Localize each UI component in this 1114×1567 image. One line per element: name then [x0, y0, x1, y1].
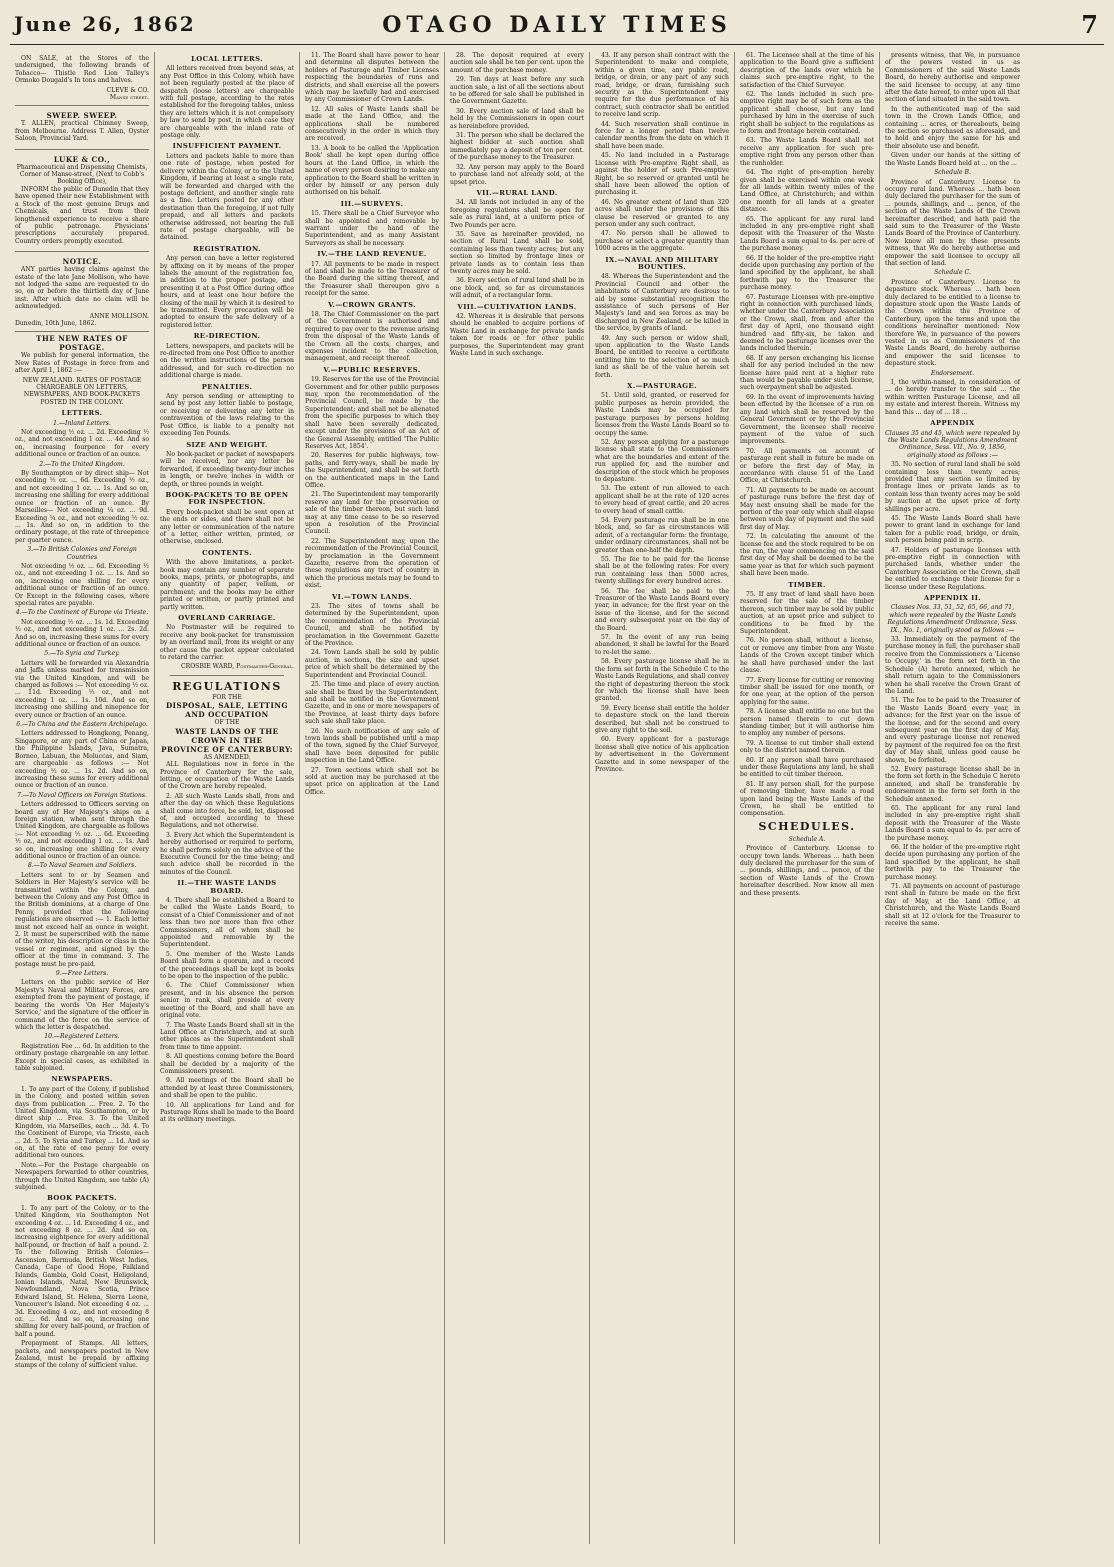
columns: [10, 52, 1104, 1544]
column-1: [10, 52, 155, 1544]
postmaster-signature: CROSBIE WARD, Postmaster-General.: [180, 663, 294, 671]
column-4: 28. The deposit required at every auction sale shall be ten per cent. upon the amount of the purchase money. 29. Ten days at least before any such auction sale, a list of all the sections about to be offered for sale shall be published in the Government Gazette. 30. Every auction sale of land shall be held by the Commissioners in open court as hereinbefore provided. 31. The person who shall be declared the highest bidder at such auction shall immediately pay a deposit of ten per cent. of the purchase money to the Treasurer. 32. Any person may apply to the Board to purchase land not already sold, at the upset price. VII.—RURAL LAND. 34. All lands not included in any of the foregoing regulations shall be open for sale as rural land, at a uniform price of Two Pounds per acre. 35. Save as hereinafter provided, no section of Rural Land shall be sold, containing less than twenty acres; but any section so limited by frontage lines or private lands as to contain less than twenty acres may be sold. 36. Every section of rural land shall be in one block, and, so far as circumstances will admit, of a rectangular form. VIII.—CULTIVATION LANDS. 42. Whereas it is desirable that persons should be enabled to acquire portions of Waste Land in exchange for private lands taken for roads or for other public purposes, the Superintendent may grant Waste Land in such exchange.: [445, 52, 590, 1544]
page-number: 7: [1081, 10, 1098, 39]
issue-date: June 26, 1862: [14, 12, 196, 36]
column-6: 61. The Licensee shall at the time of his application to the Board give a sufficient description of the lands over which he claims such pre-emptive right, to the satisfaction of the Chief Surveyor. 62. The lands included in such pre-emptive right may be of such form as the applicant shall choose, but any land purchased by him in the exercise of such right shall be subject to the regulations as to form and frontage herein contained. 63. The Waste Lands Board shall not receive any application for such pre-emptive right from any person other than the runholder. 64. The right of pre-emption hereby given shall be exercised within one week for all lands within twenty miles of the Land Office, at Christchurch; and within one month for all lands at a greater distance. 65. The applicant for any rural land included in any pre-emptive right shall deposit with the Treasurer of the Waste Lands Board a sum equal to 4s. per acre of the purchase money. 66. If the holder of the pre-emptive right decide upon purchasing any portion of the land specified by the applicant, he shall forthwith pay to the Treasurer the purchase money. 67. Pasturage Licenses with pre-emptive right in connection with purchased lands, whether under the Canterbury Association or the Crown, shall, from and after the first day of April, one thousand eight hundred and fifty-six, be taken and deemed to be pasturage licenses over the lands included therein. 68. If any person exchanging his license shall for any period included in the new license have paid rent at a higher rate than would be payable under such license, such overpayment shall be adjusted. 69. In the event of improvements having been effected by the licensee of a run on any land which shall be reserved by the General Government or by the Provincial Government, the licensee shall receive payment of the value of such improvements. 70. All payments on account of pasturage rent shall in future be made on or before the first day of May, in accordance with clause 51 of the Land Office, at Christchurch. 71. All payments to be made on account of pasturage runs before the first day of May next ensuing shall be made for the portion of the year only which shall elapse between such day of payment and the said first day of May. 72. In calculating the amount of the license fee and the stock required to be on the run, the year commencing on the said first day of May shall be deemed to be the same year as that for which such payment shall have been made. TIMBER. 75. If any tract of land shall have been reserved for the sale of the timber thereon, such timber may be sold by public auction, at an upset price and subject to conditions to be fixed by the Superintendent. 76. No person shall, without a license, cut or remove any timber from any Waste Lands of the Crown except timber which he shall have purchased under the last clause. 77. Every license for cutting or removing timber shall be issued for one month, or for one year, at the option of the person applying for the same. 78. A license shall entitle no one but the person named therein to cut down standing timber, but it will authorise him to employ any number of persons. 79. A license to cut timber shall extend only to the district named therein. 80. If any person shall have purchased under these Regulations any land, he shall be entitled to cut timber thereon. 81. If any person shall, for the purpose of removing timber, have made a road upon land being the Waste Lands of the Crown, he shall be entitled to compensation. SCHEDULES. Schedule A. Province of Canterbury. License to occupy town lands. Whereas ... hath been duly declared the purchaser for the sum of ... pounds, shillings, and ... pence, of the section of Waste Lands of the Crown hereinafter described. Now know all men and these presents.: [735, 52, 880, 1544]
column-2: LOCAL LETTERS. All letters received from beyond seas, at any Post Office in this Colony, which have not been regularly posted at the place of despatch (loose letters) are chargeable with full postage, according to the rates established for the foregoing tables, unless they are letters which it is not compulsory by law to send by post, in which case they are chargeable with the inland rate of postage only. INSUFFICIENT PAYMENT. Letters and packets liable to more than one rate of postage, when posted for delivery within the Colony, or to the United Kingdom, if bearing at least a single rate, will be forwarded and charged with the postage deficient, and another single rate as a fine. Letters posted for any other destination than the foregoing, if not fully prepaid, and all letters and packets otherwise addressed, not bearing the full rate of postage chargeable, will be detained. REGISTRATION. Any person can have a letter registered by affixing on it by means of the proper labels the amount of the registration fee, in addition to the proper postage, and presenting it at a Post Office during office hours, and at least one hour before the closing of the mail by which it is desired to be transmitted. Every precaution will be adopted to ensure the safe delivery of a registered letter. RE-DIRECTION. Letters, newspapers, and packets will be re-directed from one Post Office to another on the written instructions of the person addressed, and for such re-direction no additional charge is made. PENALTIES. Any person sending or attempting to send by post any letter liable to postage, or receiving or delivering any letter in contravention of the laws relating to the Post Office, is liable to a penalty not exceeding Ten Pounds. SIZE AND WEIGHT. No book-packet or packet of newspapers will be received, nor any letter be forwarded, if exceeding twenty-four inches in length, or twelve inches in width or depth, or three pounds in weight. BOOK-PACKETS TO BE OPEN FOR INSPECTION. Every book-packet shall be sent open at the ends or sides, and there shall not be any letter or communication of the nature of a letter, either written, printed, or otherwise, enclosed. CONTENTS. With the above limitations, a packet-book may contain any number of separate books, maps, prints, or photographs, and any quantity of paper, vellum, or parchment; and the books may be either printed or written, or partly printed and partly written. OVERLAND CARRIAGE. No Postmaster will be required to receive any book-packet for transmission by an overland mail, from its weight or any other cause the packet appear calculated to retard the carrier. CROSBIE WARD, Postmaster-General. REGULATIONS FOR THE DISPOSAL, SALE, LETTING AND OCCUPATION OF THE WASTE LANDS OF THE CROWN IN THE PROVINCE OF CANTERBURY: AS AMENDED. ALL Regulations now in force in the Province of Canterbury for the sale, letting, or occupation of the Waste Lands of the Crown are hereby repealed. 2. All such Waste Lands shall, from and after the day on which these Regulations shall come into force, be sold, let, disposed of, and occupied according to these Regulations, and not otherwise. 3. Every Act which the Superintendent is hereby authorised or required to perform, he shall perform solely on the advice of the Executive Council for the time being; and such advice shall be recorded in the minutes of the Council. II.—THE WASTE LANDS BOARD. 4. There shall be established a Board to be called the Waste Lands Board, to consist of a Chief Commissioner and of not less than two nor more than five other Commissioners, all of whom shall be appointed and removable by the Superintendent. 5. One member of the Waste Lands Board shall form a quorum, and a record of the proceedings shall be kept in books to be open to the inspection of the public. 6. The Chief Commissioner when present, and in his absence the person senior in rank, shall preside at every meeting of the Board, and shall have an original vote. 7. The Waste Lands Board shall sit in the Land Office at Christchurch, and at such other places as the Superintendent shall from time to time appoint. 8. All questions coming before the Board shall be decided by a majority of the Commissioners present. 9. All meetings of the Board shall be attended by at least three Commissioners, and shall be open to the public. 10. All applications for Land and for Pasturage Runs shall be made to the Board at its ordinary meetings.: [155, 52, 300, 1544]
newspaper-page: [10, 10, 1104, 1547]
column-7: presents witness, that We, in pursuance of the powers vested in us as Commissioners of the said Waste Lands Board, do hereby authorise and empower the said licensee to occupy, at any time after the date hereof, to enter upon all that section of land situated in the said town. In the authenticated map of the said town in the Crown Lands Office, and containing ... acres, or thereabouts, being the section so purchased as aforesaid, and to hold and enjoy the same for his and their absolute use and benefit. Given under our hands at the sitting of the Waste Lands Board held at ... on the ... Schedule B. Province of Canterbury. License to occupy rural land. Whereas ... hath been duly declared the purchaser for the sum of ... pounds, shillings, and ... pence, of the section of the Waste Lands of the Crown hereinafter described, and hath paid the said sum to the Treasurer of the Waste Lands Board of the Province of Canterbury. Now know all men by these presents witness, that We do hereby authorise and empower the said licensee to occupy all that section of land. Schedule C. Province of Canterbury. License to depasture stock. Whereas ... hath been duly declared to be entitled to a license to depasture stock upon the Waste Lands of the Crown within the Province of Canterbury, upon the terms and upon the conditions hereinafter mentioned: Now therefore We, in pursuance of the powers vested in us as Commissioners of the Waste Lands Board, do hereby authorise and empower the said licensee to depasture stock. Endorsement. I, the within-named, in consideration of ... do hereby transfer to the said ... the within written Pasturage License, and all my estate and interest therein. Witness my hand this ... day of ... 18 ... APPENDIX Clauses 35 and 45, which were repealed by the Waste Lands Regulations Amendment Ordinance, Sess. VII., No. 9, 1856, originally stood as follows :— 35. No section of rural land shall be sold containing less than twenty acres; provided that any section so limited by frontage lines or private lands as to contain less than twenty acres may be sold by auction at the upset price of forty shillings per acre. 45. The Waste Lands Board shall have power to grant land in exchange for land taken for a public road, bridge, or drain, such person being paid in scrip. 47. Holders of pasturage licenses with pre-emptive right in connection with purchased lands, whether under the Canterbury Association or the Crown, shall be entitled to exchange their license for a license under these Regulations. APPENDIX II. Clauses Nos. 33, 51, 52, 65, 66, and 71, which were repealed by the Waste Lands Regulations Amendment Ordinance, Sess. IX., No. 1, originally stood as follows :— 33. Immediately on the payment of the purchase money in full, the purchaser shall receive from the Commissioners a 'License to Occupy,' in the form set forth in the Schedule (A) hereto annexed, which he shall return again to the Commissioners when he shall receive the Crown Grant of the Land. 51. The fee to be paid to the Treasurer of the Waste Lands Board every year, in advance; for the first year on the issue of the license, and for the second and every subsequent year on the first day of May, and every pasturage license not renewed by payment of the required fee on the first day of May shall, unless good cause be shown, be forfeited. 52. Every pasturage license shall be in the form set forth in the Schedule C hereto annexed, and shall be transferable by endorsement in the form set forth in the Schedule annexed. 65. The applicant for any rural land included in any pre-emptive right shall deposit with the Treasurer of the Waste Lands Board a sum equal to 4s. per acre of the purchase money. 66. If the holder of the pre-emptive right decide upon purchasing any portion of the land specified by the applicant, he shall forthwith pay to the Treasurer the purchase money. 71. All payments on account of pasturage rent shall in future be made on the first day of May, at the Land Office, at Christchurch, and the Waste Lands Board shall sit at 12 o'clock for the Treasurer to receive the same.: [885, 52, 1020, 928]
tobacco-advert: ON SALE, at the Stores of the undersigned, the following brands of Tobacco— Thistle Red Lion Talley's Ormoko Dougald's In tons and halves. CLEVE & CO. Manse street.: [15, 52, 149, 106]
chemist-advert: LUKE & CO., Pharmaceutical and Dispensing Chemists, Corner of Manse-street, (Next to Cobb's Booking Office), INFORM the public of Dunedin that they have opened their new Establishment with a Stock of the most genuine Drugs and Chemicals, and trust from their lengthened experience to receive a share of public patronage. Physicians' prescriptions accurately prepared. Country orders promptly executed.: [15, 152, 149, 252]
divider: [170, 675, 284, 676]
masthead: [10, 10, 1104, 45]
column-3: 11. The Board shall have power to hear and determine all disputes between the holders of Pasturage and Timber Licenses respecting the boundaries of runs and districts, and shall exercise all the powers which may be lawfully had and exercised by any Commissioner of Crown Lands. 12. All sales of Waste Lands shall be made at the Land Office, and the applications shall be numbered consecutively in the order in which they are received. 13. A book to be called the 'Application Book' shall be kept open during office hours at the Land Office, in which the name of every person desiring to make any application to the Board shall be written in order by himself or any person duly authorised on his behalf. III.—SURVEYS. 15. There shall be a Chief Surveyor who shall be appointed and removable by warrant under the hand of the Superintendent, and as many Assistant Surveyors as shall be necessary. IV.—THE LAND REVENUE. 17. All payments to be made in respect of land shall be made to the Treasurer of the Board during the sitting thereof, and the Treasurer shall thereupon give a receipt for the same. V.—CROWN GRANTS. 18. The Chief Commissioner on the part of the Government is authorised and required to pay over to the revenue arising from the disposal of the Waste Lands of the Crown all the costs, charges, and expenses incident to the collection, management, and receipt thereof. V.—PUBLIC RESERVES. 19. Reserves for the use of the Provincial Government and for other public purposes may, upon the recommendation of the Provincial Council, be made by the Superintendent; and shall not be alienated from the specific purposes to which they shall have been severally dedicated, except under the provisions of an Act of the General Assembly, entitled 'The Public Reserves Act, 1854'. 20. Reserves for public highways, tow-paths, and ferry-ways, shall be made by the Superintendent, and shall be set forth on the authenticated maps in the Land Office. 21. The Superintendent may temporarily reserve any land for the preservation or sale of the timber thereon, but such land may at any time cease to be so reserved upon a resolution of the Provincial Council. 22. The Superintendent may, upon the recommendation of the Provincial Council, by proclamation in the Government Gazette, reserve from the operation of these regulations any tract of country in which the precious metals may be found to exist. VI.—TOWN LANDS. 23. The sites of towns shall be determined by the Superintendent, upon the recommendation of the Provincial Council, and shall be notified by proclamation in the Government Gazette of the Province. 24. Town Lands shall be sold by public auction, in sections, the size and upset price of which shall be determined by the Superintendent and Provincial Council. 25. The time and place of every auction sale shall be fixed by the Superintendent, and shall be notified in the Government Gazette, and in one or more newspapers of the Province, at least thirty days before such sale shall take place. 26. No such notification of any sale of town lands shall be published until a map of the town, signed by the Chief Surveyor, shall have been deposited for public inspection in the Land Office. 27. Town sections which shall not be sold at auction may be purchased at the upset price on application at the Land Office.: [300, 52, 445, 1544]
regulations-heading: REGULATIONS FOR THE DISPOSAL, SALE, LETTING AND OCCUPATION OF THE WASTE LANDS OF THE CROWN IN THE PROVINCE OF CANTERBURY: AS AMENDED.: [161, 679, 293, 761]
notice-advert: NOTICE. ANY parties having claims against the estate of the late Jane Mollison, who have not lodged the same are requested to do so, on or before the thirtieth day of June inst. After which date no claim will be acknowledged. ANNE MOLLISON. Dunedin, 10th June, 1862.: [15, 254, 149, 332]
sweep-advert: SWEEP. SWEEP. T. ALLEN, practical Chimney Sweep, from Melbourne. Address T. Allen, Oyster Saloon, Provincial Yard.: [15, 108, 149, 149]
column-5: 43. If any person shall contract with the Superintendent to make and complete, within a given time, any public road, bridge, or drain, or any part of any such road, bridge, or drain, furnishing such security as the Superintendent may require for the due performance of his contract, such contractor shall be entitled to receive land scrip. 44. Such reservation shall continue in force for a longer period than twelve calendar months from the date on which it shall have been made. 45. No land included in a Pasturage License with Pre-emptive Right shall, as against the holder of such Pre-emptive Right, be so reserved or granted until he shall have been allowed the option of purchasing it. 46. No greater extent of land than 320 acres shall under the provisions of this clause be reserved or granted to any person under any such contract. 47. No person shall be allowed to purchase or select a greater quantity than 1000 acres in the aggregate. IX.—NAVAL AND MILITARY BOUNTIES. 48. Whereas the Superintendent and the Provincial Council and other the inhabitants of Canterbury are desirous to aid by some substantial recognition the assistance of such persons of Her Majesty's land and sea forces as may be discharged in New Zealand, or be killed in the service, by grants of land. 49. Any such person or widow shall, upon application to the Waste Lands Board, be entitled to receive a certificate entitling him to the selection of so much land as shall be of the value herein set forth. X.—PASTURAGE. 51. Until sold, granted, or reserved for public purposes as herein provided, the Waste Lands may be occupied for pasturage purposes by persons holding licenses from the Waste Lands Board so to occupy the same. 52. Any person applying for a pasturage license shall state to the Commissioners what are the boundaries and extent of the run applied for, and the number and description of the stock which he proposes to depasture. 53. The extent of run allowed to each applicant shall be at the rate of 120 acres to every head of great cattle, and 20 acres to every head of small cattle. 54. Every pasturage run shall be in one block, and, so far as circumstances will admit, of a rectangular form: the frontage, under ordinary circumstances, shall not be greater than one-half the depth. 55. The fee to be paid for the license shall be at the following rates: For every run containing less than 5000 acres, twenty shillings for every hundred acres. 56. The fee shall be paid to the Treasurer of the Waste Lands Board every year, in advance; for the first year on the issue of the license, and for the second and every subsequent year on the day of the Board. 57. In the event of any run being abandoned, it shall be lawful for the Board to re-let the same. 58. Every pasturage license shall be in the form set forth in the Schedule C to the Waste Lands Regulations, and shall convey the right of depasturing thereon the stock for which the license shall have been granted. 59. Every license shall entitle the holder to depasture stock on the land therein described, but shall not be construed to give any right to the soil. 60. Every applicant for a pasturage license shall give notice of his application by advertisement in the Government Gazette and in some newspaper of the Province.: [590, 52, 735, 1544]
schedules-heading: SCHEDULES.: [758, 819, 856, 833]
postage-rates: THE NEW RATES OF POSTAGE. We publish for general information, the New Rates of Postage in force from and after April 1, 1862 :— NEW ZEALAND. RATES OF POSTAGE CHARGEABLE ON LETTERS, NEWSPAPERS, AND BOOK-PACKETS POSTED IN THE COLONY. LETTERS. 1.—Inland Letters. Not exceeding ½ oz. ... 2d. Exceeding ½ oz., and not exceeding 1 oz. ... 4d. And so on, increasing fourpence for every additional ounce or fraction of an ounce. 2.—To the United Kingdom. By Southampton or by direct ship— Not exceeding ½ oz. ... 6d. Exceeding ½ oz., and not exceeding 1 oz. ... 1s. And so on, increasing one shilling for every additional ounce or fraction of an ounce. By Marseilles— Not exceeding ¼ oz. ... 9d. Exceeding ¼ oz., and not exceeding ½ oz. ... 1s. And so on, in addition to the ordinary postage, at the rate of threepence per quarter ounce. 3.—To British Colonies and Foreign Countries Not exceeding ½ oz. ... 6d. Exceeding ½ oz., and not exceeding 1 oz. ... 1s. And so on, increasing one shilling for every additional ounce or fraction of an ounce. Or Except in the following cases, where special rates are payable. 4.—To the Continent of Europe via Trieste. Not exceeding ½ oz. ... 1s. 1d. Exceeding ½ oz., and not exceeding 1 oz. ... 2s. 2d. And so on, increasing these sums for every additional ounce or fraction of an ounce. 5.—To Syria and Turkey. Letters will be forwarded via Alexandria and Jaffa unless marked for transmission via the United Kingdom, and will be charged as follows :— Not exceeding ½ oz. ... 11d. Exceeding ½ oz., and not exceeding 1 oz. ... 1s. 10d. And so on, increasing one shilling and ninepence for every ounce or fraction of an ounce. 6.—To China and the Eastern Archipelago. Letters addressed to Hongkong, Penang, Singapore, or any part of China or Japan, the Philippine Islands, Java, Sumatra, Borneo, Labuan, the Moluccas, and Siam, are chargeable as follows :— Not exceeding ½ oz. ... 1s. 2d. And so on, increasing these sums for every additional ounce or fraction of an ounce. 7.—To Naval Officers on Foreign Stations. Letters addressed to Officers serving on board any of Her Majesty's ships on a foreign station, when sent through the United Kingdom, are chargeable as follows :— Not exceeding ½ oz. ... 6d. Exceeding ½ oz., and not exceeding 1 oz. ... 1s. And so on, increasing one shilling for every additional ounce or fraction of an ounce. 8.—To Naval Seamen and Soldiers. Letters sent to or by Seamen and Soldiers in Her Majesty's service will be transmitted within the Colony, and between the Colony and any Post Office in the British dominions, at a charge of One Penny, provided that the following regulations are observed :— 1. Each letter must not exceed half an ounce in weight. 2. It must be superscribed with the name of the writer, his description or class in the vessel or regiment, and signed by the officer at the time in command. 3. The postage must be pre-paid. 9.—Free Letters. Letters on the public service of Her Majesty's Naval and Military Forces, are exempted from the payment of postage, if bearing the words 'On Her Majesty's Service,' and the signature of the officer in command of the force on the service of which the letter is despatched. 10.—Registered Letters. Registration Fee ... 6d. In addition to the ordinary postage chargeable on any letter. Except in special cases, as exhibited in table subjoined. NEWSPAPERS. 1. To any part of the Colony, if published in the Colony, and posted within seven days from publication ... Free. 2. To the United Kingdom, via Southampton, or by direct ship ... Free. 3. To the United Kingdom, via Marseilles, each ... 3d. 4. To the Continent of Europe, via Trieste, each ... 2d. 5. To Syria and Turkey ... 1d. And so on, at the rate of one penny for every additional two ounces. Note.—For the Postage chargeable on Newspapers forwarded to other countries, through the United Kingdom, see table (A) subjoined. BOOK PACKETS. 1. To any part of the Colony, or to the United Kingdom, via Southampton Not exceeding 4 oz. ... 1d. Exceeding 4 oz., and not exceeding 8 oz. ... 2d. And so on, increasing eightpence for every additional half-pound, or fraction of half a pound. 2. To the following British Colonies— Ascension, Bermuda, British West Indies, Canada, Cape of Good Hope, Falkland Islands, Gambia, Gold Coast, Heligoland, Ionian Islands, Natal, New Brunswick, Newfoundland, Nova Scotia, Prince Edward Island, St. Helena, Sierra Leone, Vancouver's Island. Not exceeding 4 oz. ... 3d. Exceeding 4 oz., and not exceeding 8 oz. ... 6d. And so on, increasing one shilling for every half-pound, or fraction of half a pound. Prepayment of Stamps. All letters, packets, and newspapers posted in New Zealand, must be prepaid by affixing stamps of the colony of sufficient value.: [15, 334, 149, 1370]
newspaper-title: OTAGO DAILY TIMES: [382, 12, 732, 38]
